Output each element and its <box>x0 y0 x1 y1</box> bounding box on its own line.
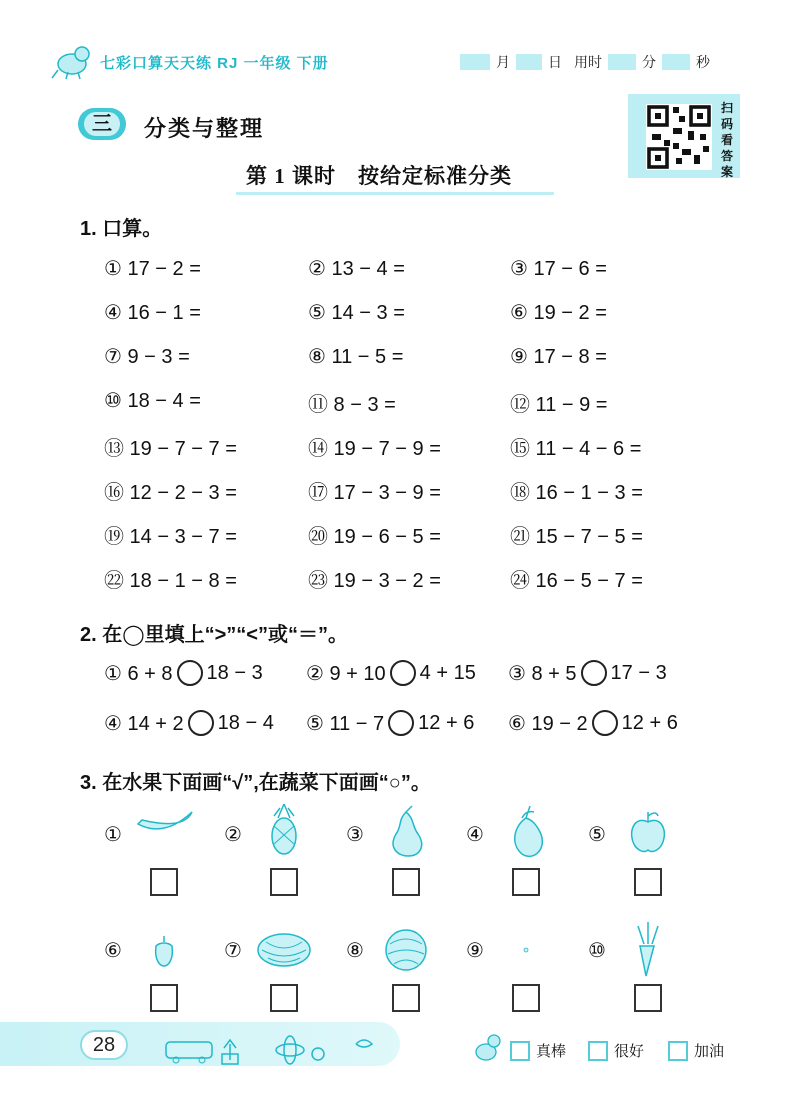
q2-right-expression: 18 − 3 <box>206 661 263 684</box>
carrot-icon <box>616 920 680 980</box>
answer-box[interactable] <box>634 984 662 1012</box>
book-brand: 七彩口算天天练 RJ 一年级 下册 <box>100 55 329 72</box>
footer-decoration-icon <box>160 1030 380 1066</box>
cabbage-icon <box>374 920 438 980</box>
scan-for-answers-label: 扫码看答案 <box>720 101 733 179</box>
pear-icon <box>374 804 438 864</box>
unit-title: 分类与整理 <box>144 116 265 141</box>
q2-item <box>104 710 274 736</box>
q1-item: ⑦ 9 − 3 = <box>104 346 190 368</box>
answer-box[interactable] <box>512 984 540 1012</box>
q2-right-expression: 4 + 15 <box>419 661 476 684</box>
blank-icon <box>494 920 558 980</box>
q3-item-number: ④ <box>466 824 484 846</box>
q2-item <box>104 660 263 686</box>
answer-box[interactable] <box>392 868 420 896</box>
rating-good-label: 很好 <box>614 1043 645 1060</box>
date-time-row <box>460 52 716 72</box>
watermelon-icon <box>252 920 316 980</box>
q1-item: ⑥ 19 − 2 = <box>510 302 607 324</box>
answer-circle[interactable] <box>188 710 214 736</box>
answer-circle[interactable] <box>390 660 416 686</box>
q1-item: ⑳ 19 − 6 − 5 = <box>308 526 441 548</box>
q3-item-number: ⑦ <box>224 940 242 962</box>
rating-good[interactable] <box>588 1040 644 1061</box>
answer-circle[interactable] <box>592 710 618 736</box>
answer-box[interactable] <box>150 984 178 1012</box>
minute-label: 分 <box>642 54 656 70</box>
q1-item: ② 13 − 4 = <box>308 258 405 280</box>
q3-item-number: ⑩ <box>588 940 606 962</box>
second-label: 秒 <box>696 54 710 70</box>
q2-item <box>508 710 678 736</box>
q1-item: ⑰ 17 − 3 − 9 = <box>308 482 441 504</box>
lesson-underline <box>236 192 554 195</box>
minute-blank[interactable] <box>608 54 636 70</box>
q2-left-expression: ① 6 + 8 <box>104 662 173 685</box>
q1-item: ⑧ 11 − 5 = <box>308 346 404 368</box>
q1-item: ⑯ 12 − 2 − 3 = <box>104 482 237 504</box>
q3-item-number: ⑥ <box>104 940 122 962</box>
answer-circle[interactable] <box>581 660 607 686</box>
q2-left-expression: ② 9 + 10 <box>306 662 386 685</box>
q3-item-number: ③ <box>346 824 364 846</box>
answer-box[interactable] <box>270 984 298 1012</box>
q2-right-expression: 12 + 6 <box>418 711 475 734</box>
pepper-icon <box>132 920 196 980</box>
answer-box[interactable] <box>512 868 540 896</box>
q2-item <box>306 710 474 736</box>
q1-item: ④ 16 − 1 = <box>104 302 201 324</box>
mascot-small-icon <box>470 1030 504 1064</box>
q1-item: ⑬ 19 − 7 − 7 = <box>104 438 237 460</box>
q2-right-expression: 18 − 4 <box>217 711 274 734</box>
answer-circle[interactable] <box>177 660 203 686</box>
q2-left-expression: ④ 14 + 2 <box>104 712 184 735</box>
q3-item-number: ⑨ <box>466 940 484 962</box>
rating-great[interactable] <box>510 1040 566 1061</box>
page-number: 28 <box>80 1030 128 1060</box>
rating-keep-going[interactable] <box>668 1040 724 1061</box>
answer-box[interactable] <box>270 868 298 896</box>
q2-item <box>508 660 667 686</box>
q2-right-expression: 17 − 3 <box>610 661 667 684</box>
day-label: 日 <box>548 54 562 70</box>
q2-left-expression: ⑤ 11 − 7 <box>306 712 385 735</box>
apple-icon <box>616 804 680 864</box>
q1-item: ⑪ 8 − 3 = <box>308 394 396 416</box>
q1-item: ⑮ 11 − 4 − 6 = <box>510 438 642 460</box>
pineapple-icon <box>252 804 316 864</box>
q3-item-number: ⑧ <box>346 940 364 962</box>
q2-heading: 2. 在◯里填上“>”“<”或“＝”。 <box>80 624 348 646</box>
q1-item: ⑱ 16 − 1 − 3 = <box>510 482 643 504</box>
banana-icon <box>132 804 196 864</box>
q1-item: ㉒ 18 − 1 − 8 = <box>104 570 237 592</box>
q3-item-number: ② <box>224 824 242 846</box>
eggplant-icon <box>494 804 558 864</box>
q1-item: ⑫ 11 − 9 = <box>510 394 608 416</box>
month-blank[interactable] <box>460 54 490 70</box>
q1-item: ③ 17 − 6 = <box>510 258 607 280</box>
q1-item: ⑤ 14 − 3 = <box>308 302 405 324</box>
q1-item: ㉑ 15 − 7 − 5 = <box>510 526 643 548</box>
second-blank[interactable] <box>662 54 690 70</box>
unit-number: 三 <box>84 112 120 136</box>
lesson-title: 第 1 课时 按给定标准分类 <box>246 164 512 188</box>
answer-circle[interactable] <box>388 710 414 736</box>
day-blank[interactable] <box>516 54 542 70</box>
q1-item: ㉓ 19 − 3 − 2 = <box>308 570 441 592</box>
q3-item-number: ① <box>104 824 122 846</box>
q1-item: ① 17 − 2 = <box>104 258 201 280</box>
q1-heading: 1. 口算。 <box>80 218 163 240</box>
rating-keep-going-checkbox[interactable] <box>668 1041 688 1061</box>
q3-heading: 3. 在水果下面画“√”,在蔬菜下面画“○”。 <box>80 772 431 794</box>
answer-box[interactable] <box>634 868 662 896</box>
q1-item: ⑲ 14 − 3 − 7 = <box>104 526 237 548</box>
q2-right-expression: 12 + 6 <box>621 711 678 734</box>
q3-item-number: ⑤ <box>588 824 606 846</box>
q1-item: ⑭ 19 − 7 − 9 = <box>308 438 441 460</box>
time-used-label: 用时 <box>574 54 602 70</box>
rating-great-label: 真棒 <box>536 1043 567 1060</box>
q1-item: ㉔ 16 − 5 − 7 = <box>510 570 643 592</box>
rating-good-checkbox[interactable] <box>588 1041 608 1061</box>
q2-item <box>306 660 476 686</box>
rating-great-checkbox[interactable] <box>510 1041 530 1061</box>
q1-item: ⑨ 17 − 8 = <box>510 346 607 368</box>
q1-item: ⑩ 18 − 4 = <box>104 390 201 412</box>
mascot-icon <box>48 40 96 80</box>
answer-box[interactable] <box>392 984 420 1012</box>
rating-keep-going-label: 加油 <box>694 1043 725 1060</box>
qr-code-icon[interactable] <box>646 104 712 170</box>
answer-box[interactable] <box>150 868 178 896</box>
q2-left-expression: ⑥ 19 − 2 <box>508 712 588 735</box>
q2-left-expression: ③ 8 + 5 <box>508 662 577 685</box>
month-label: 月 <box>496 54 510 70</box>
